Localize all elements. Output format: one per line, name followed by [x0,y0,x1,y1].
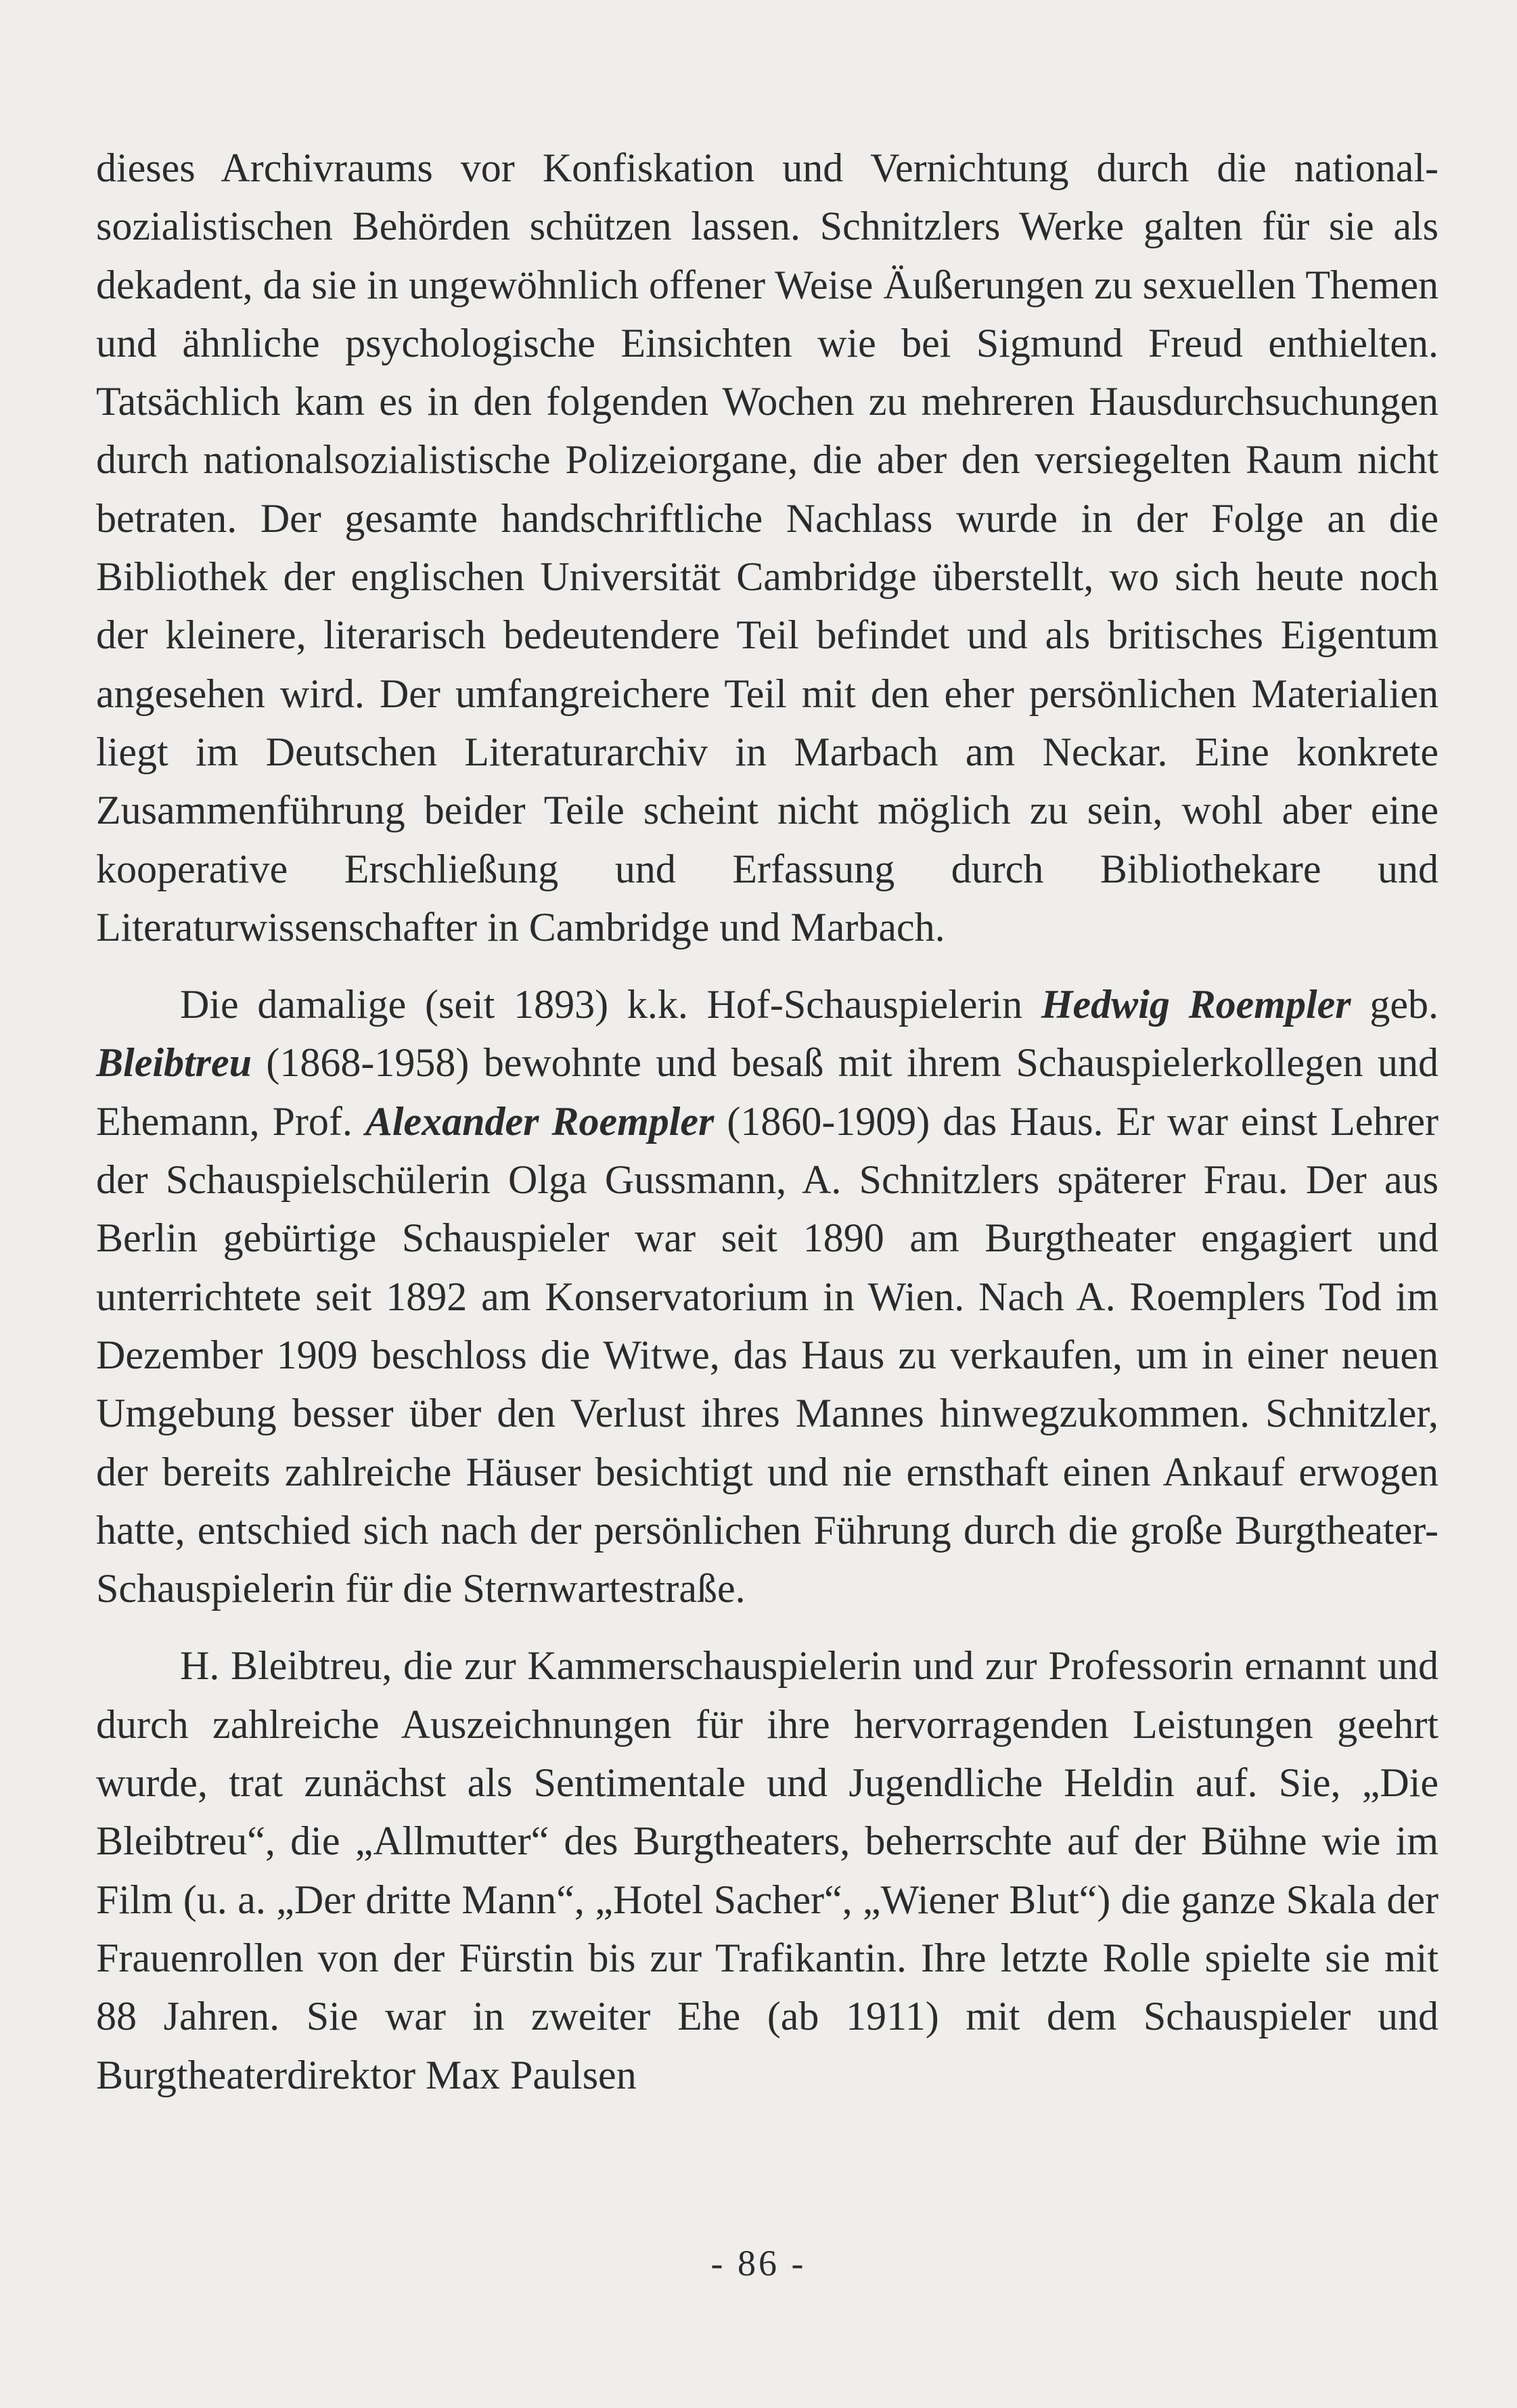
paragraph-2-text-4: (1860-1909) das Haus. Er war einst Lehrer der Schauspielschülerin Olga Gussmann, A. Schnitzlers späterer Frau. Der aus Berlin gebürtige Schauspieler war seit 1890 am Burgtheater engagiert und unterrichtete seit 1892 am Konservatorium in Wien. Nach A. Roemplers Tod im Dezember 1909 beschloss die Witwe, das Haus zu verkaufen, um in einer neuen Umgebung besser über den Verlust ihres Mannes hinwegzukommen. Schnitzler, der bereits zahlreiche Häuser besichtigt und nie ernsthaft einen Ankauf erwogen hatte, entschied sich nach der persönlichen Führung durch die große Burgtheater-Schauspielerin für die Sternwartestraße. [96,1098,1439,1611]
paragraph-2-text-3: (1868-1958) bewohnte und besaß mit ihrem Schauspielerkollegen und Ehemann, Prof. [96,1040,1439,1144]
name-hedwig-roempler: Hedwig Roempler [1041,982,1351,1027]
paragraph-1: dieses Archivraums vor Konfiskation und Vernichtung durch die nationalsozialistischen Behörden schützen lassen. Schnitzlers Werke galten für sie als dekadent, da sie in ungewöhnlich offener Weise Äußerungen zu sexuellen Themen und ähnliche psychologische Einsichten wie bei Sigmund Freud enthielten. Tatsächlich kam es in den folgenden Wochen zu mehreren Hausdurchsuchungen durch nationalsozialistische Polizeiorgane, die aber den versiegelten Raum nicht betraten. Der gesamte handschriftliche Nachlass wurde in der Folge an die Bibliothek der englischen Universität Cambridge überstellt, wo sich heute noch der kleinere, literarisch bedeutendere Teil befindet und als britisches Eigentum angesehen wird. Der umfangreichere Teil mit den eher persönlichen Materialien liegt im Deutschen Literaturarchiv in Marbach am Neckar. Eine konkrete Zusammenführung beider Teile scheint nicht möglich zu sein, wohl aber eine kooperative Erschließung und Erfassung durch Bibliothekare und Literaturwissenschafter in Cambridge und Marbach. [96,146,1439,950]
name-alexander-roempler: Alexander Roempler [365,1098,715,1144]
body-text [96,139,1439,2104]
paragraph-3: H. Bleibtreu, die zur Kammerschauspielerin und zur Professorin ernannt und durch zahlreiche Auszeichnungen für ihre hervorragenden Leistungen geehrt wurde, trat zunächst als Sentimentale und Jugendliche Heldin auf. Sie, „Die Bleibtreu“, die „Allmutter“ des Burgtheaters, beherrschte auf der Bühne wie im Film (u. a. „Der dritte Mann“, „Hotel Sacher“, „Wiener Blut“) die ganze Skala der Frauenrollen von der Fürstin bis zur Trafikantin. Ihre letzte Rolle spielte sie mit 88 Jahren. Sie war in zweiter Ehe (ab 1911) mit dem Schauspieler und Burgtheaterdirektor Max Paulsen [96,1643,1439,2097]
paragraph-2-text-2: geb. [1351,982,1439,1027]
paragraph-2-text-1: Die damalige (seit 1893) k.k. Hof-Schauspielerin [180,982,1041,1027]
name-bleibtreu: Bleibtreu [96,1040,252,1086]
page-number: - 86 - [710,2243,807,2283]
paragraph-2 [96,975,1439,1618]
